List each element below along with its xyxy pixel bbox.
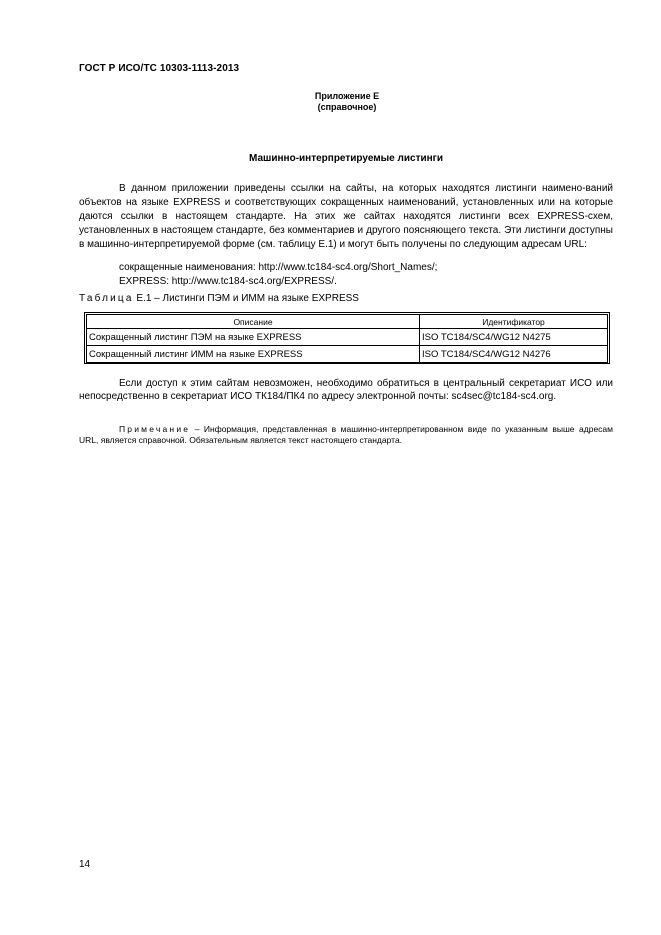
- intro-paragraph: В данном приложении приведены ссылки на сайты, на которых находятся листинги наимено-ваний объектов на языке EXPRESS и соответствующих сокращенных наименований, установленных или на которые даются ссылки в настоящем стандарте. На этих же сайтах находятся листинги всех EXPRESS-схем, установленных в настоящем стандарте, без комментариев и другого поясняющего текста. Эти листинги доступны в машинно-интерпретируемой форме (см. таблицу Е.1) и могут быть получены по следующим адресам URL:: [79, 183, 613, 251]
- note-text: – Информация, представленная в машинно-интерпретированном виде по указанным выше адресам URL, является справочной. Обязательным является текст настоящего стандарта.: [79, 424, 613, 446]
- row-description: Сокращенный листинг ПЭМ на языке EXPRESS: [87, 329, 420, 346]
- annex-heading: [0, 91, 661, 113]
- listings-table: [86, 314, 608, 363]
- standard-id-header: ГОСТ Р ИСО/ТС 10303-1113-2013: [79, 63, 240, 74]
- column-header-identifier: Идентификатор: [420, 315, 608, 329]
- table-row: [87, 346, 608, 363]
- table-caption-label: Таблица: [79, 293, 134, 304]
- page-number: 14: [79, 859, 91, 870]
- row-description: Сокращенный листинг ИММ на языке EXPRESS: [87, 346, 420, 363]
- url-short-names: сокращенные наименования: http://www.tc184-sc4.org/Short_Names/;: [119, 262, 438, 273]
- table-row: [87, 329, 608, 346]
- note-label: Примечание: [119, 424, 191, 434]
- annex-status: (справочное): [317, 102, 377, 112]
- note-paragraph: [79, 424, 613, 447]
- annex-title: Приложение Е: [314, 91, 380, 101]
- column-header-description: Описание: [87, 315, 420, 329]
- contact-paragraph: Если доступ к этим сайтам невозможен, необходимо обратиться в центральный секретариат ИСО или непосредственно в секретариат ИСО ТК184/ПК4 по адресу электронной почты: sc4sec@tc184-sc4.org.: [79, 378, 613, 403]
- table-caption-text: Е.1 – Листинги ПЭМ и ИММ на языке EXPRESS: [136, 293, 359, 304]
- table-caption: [79, 293, 359, 304]
- table-header-row: [87, 315, 608, 329]
- row-identifier: ISO TC184/SC4/WG12 N4276: [420, 346, 608, 363]
- section-title: Машинно-интерпретируемые листинги: [249, 153, 443, 164]
- row-identifier: ISO TC184/SC4/WG12 N4275: [420, 329, 608, 346]
- url-express: EXPRESS: http://www.tc184-sc4.org/EXPRESS/.: [119, 276, 337, 287]
